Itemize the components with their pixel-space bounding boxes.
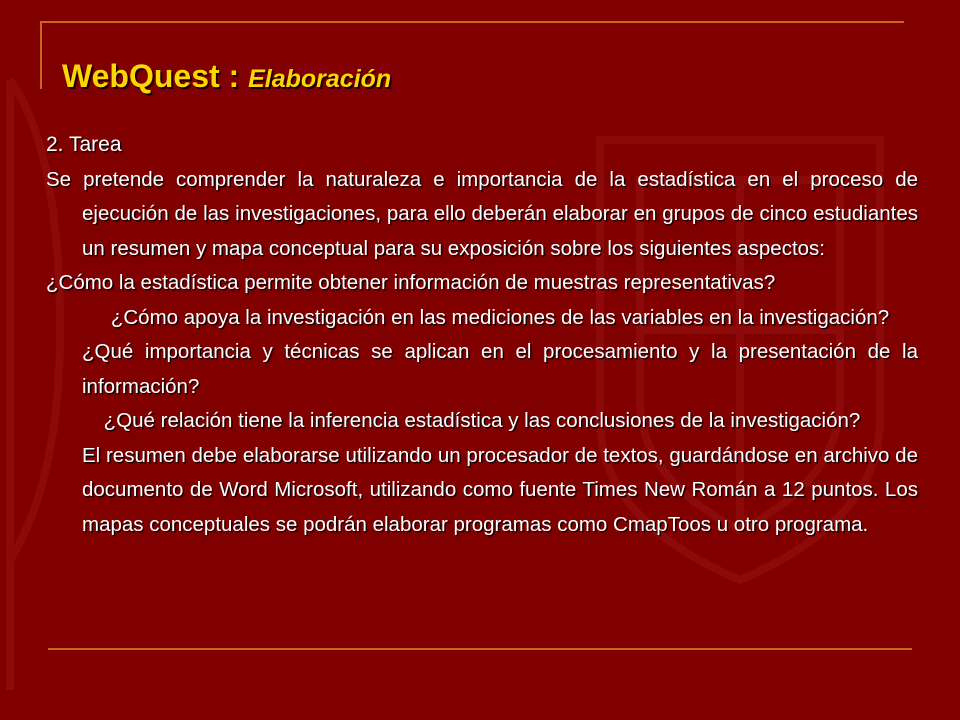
title-main: WebQuest : — [62, 58, 249, 94]
question-1: ¿Cómo la estadística permite obtener información de muestras representativas? — [46, 271, 776, 294]
section-number: 2. — [46, 133, 64, 156]
intro-paragraph: Se pretende comprender la naturaleza e importancia de la estadística en el proceso de ejecución de las investigaciones, para ello deberán elaborar en grupos de cinco estudiantes un resumen y mapa conceptual para su exposición sobre los siguientes aspectos: — [46, 167, 918, 260]
top-frame-line — [40, 21, 904, 23]
question-4: ¿Qué relación tiene la inferencia estadística y las conclusiones de la investigación? — [103, 409, 861, 432]
section-heading — [46, 128, 918, 163]
section-name: Tarea — [68, 133, 122, 156]
instructions-paragraph: El resumen debe elaborarse utilizando un procesador de textos, guardándose en archivo de documento de Word Microsoft, utilizando como fuente Times New Román a 12 puntos. Los mapas conceptuales se podrán elaborar programas como CmapToos u otro programa. — [82, 443, 918, 536]
bottom-frame-line — [48, 648, 912, 650]
slide-body — [46, 128, 918, 542]
left-frame-line — [40, 21, 42, 89]
title-subtitle: Elaboración — [248, 65, 392, 93]
question-2: ¿Cómo apoya la investigación en las mediciones de las variables en la investigación? — [110, 305, 890, 329]
question-3: ¿Qué importancia y técnicas se aplican en el procesamiento y la presentación de la información? — [82, 340, 918, 398]
slide-title — [62, 56, 391, 99]
